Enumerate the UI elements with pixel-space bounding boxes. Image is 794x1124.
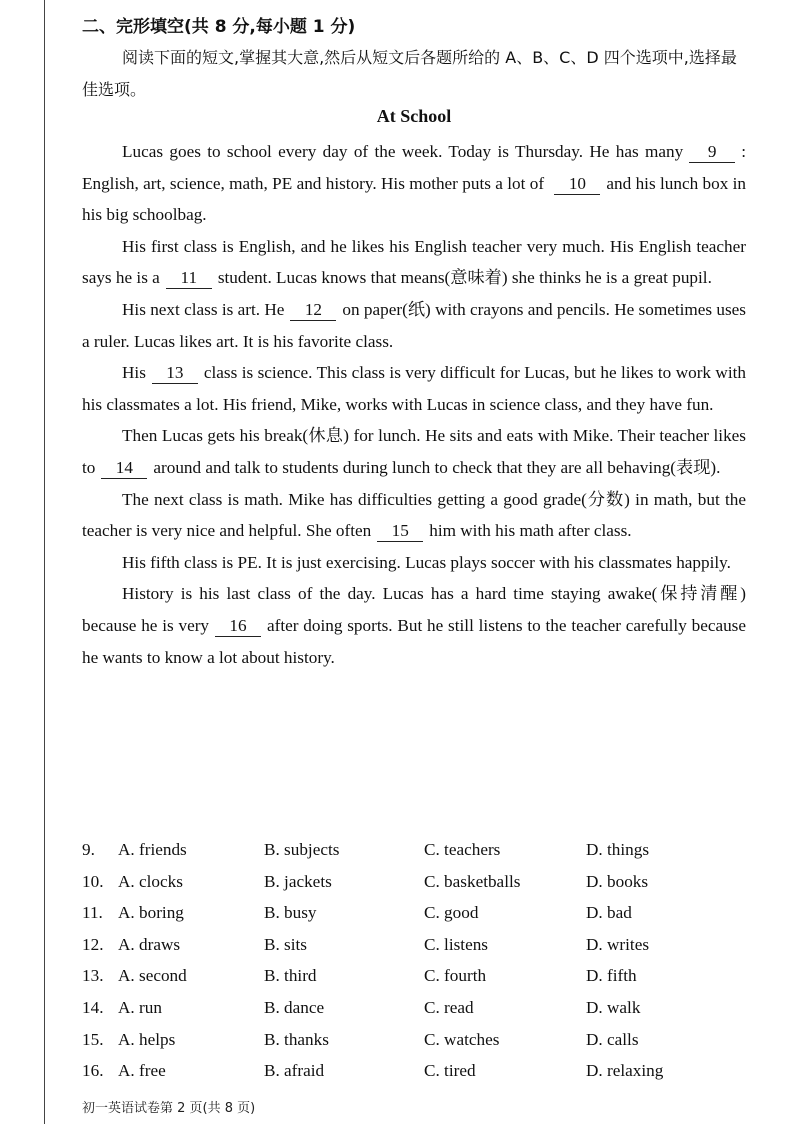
paragraph-text: and his lunch box in his big schoolbag.: [82, 173, 747, 225]
option-b: B. subjects: [264, 840, 340, 859]
option-d: D. books: [586, 871, 649, 891]
paragraph-text: class is science. This class is very difficult for Lucas, but he likes to work with his classmates a lot. His friend, Mike, works with Lucas in science class, and they have fun.: [82, 363, 746, 414]
question-number: 9.: [82, 840, 95, 859]
paragraph-1: [82, 136, 746, 231]
paragraph-text: History is his last class of the day. Lucas has a hard time staying awake(保持清醒) because he is very: [82, 584, 746, 635]
option-b: B. dance: [264, 997, 325, 1017]
blank-9: 9: [689, 142, 735, 163]
blank-11: 11: [166, 268, 212, 289]
question-number: 11.: [82, 903, 103, 923]
option-a: A. helps: [118, 1029, 176, 1049]
question-number: 15.: [82, 1029, 104, 1049]
passage: [82, 136, 746, 673]
option-d: D. relaxing: [586, 1061, 664, 1081]
question-number: 10.: [82, 871, 104, 891]
question-row: [82, 1024, 746, 1056]
option-c: C. basketballs: [424, 871, 521, 891]
option-d: D. fifth: [586, 966, 637, 986]
question-row: [82, 897, 746, 929]
question-row: [82, 1055, 746, 1087]
section-instruction: 阅读下面的短文,掌握其大意,然后从短文后各题所给的 A、B、C、D 四个选项中,选择最佳选项。: [82, 48, 737, 99]
blank-12: 12: [290, 300, 336, 321]
option-a: A. clocks: [118, 871, 183, 891]
option-b: B. third: [264, 966, 317, 986]
question-row: [82, 960, 746, 992]
option-c: C. teachers: [424, 840, 501, 859]
question-number: 13.: [82, 966, 104, 986]
option-a: A. friends: [118, 840, 187, 859]
option-a: A. second: [118, 966, 187, 986]
blank-14: 14: [101, 458, 147, 479]
paragraph-text: him with his math after class.: [429, 521, 632, 541]
question-number: 14.: [82, 997, 104, 1017]
option-c: C. good: [424, 903, 479, 923]
paragraph-text: His: [122, 363, 146, 383]
paragraph-text: after doing sports. But he still listens to the teacher carefully because he wants to know a lot about history.: [82, 615, 746, 667]
page-footer: 初一英语试卷第 2 页(共 8 页): [82, 1101, 256, 1116]
paragraph-text: His first class is English, and he likes his English teacher very much. His English teacher says he is a: [82, 236, 746, 288]
blank-16: 16: [215, 616, 261, 637]
paragraph-text: around and talk to students during lunch to check that they are all behaving(表现).: [153, 457, 721, 477]
answer-options: [82, 834, 746, 1087]
option-b: B. afraid: [264, 1061, 325, 1081]
paragraph-7: [82, 547, 746, 579]
blank-15: 15: [377, 521, 423, 542]
option-a: A. boring: [118, 903, 184, 923]
paragraph-8: [82, 578, 746, 673]
question-row: [82, 929, 746, 961]
option-d: D. walk: [586, 997, 641, 1017]
question-row: [82, 834, 746, 866]
question-number: 12.: [82, 934, 104, 954]
paragraph-text: on paper(纸) with crayons and pencils. He sometimes uses a ruler. Lucas likes art. It is his favorite class.: [82, 299, 746, 351]
option-b: B. thanks: [264, 1029, 329, 1049]
option-c: C. fourth: [424, 966, 487, 986]
option-d: D. things: [586, 840, 650, 859]
option-a: A. free: [118, 1061, 166, 1081]
paragraph-text: student. Lucas knows that means(意味着) she thinks he is a great pupil.: [217, 268, 712, 288]
option-a: A. run: [118, 997, 162, 1017]
paragraph-3: [82, 294, 746, 357]
paragraph-4: [82, 357, 746, 420]
binding-margin-line: [44, 0, 45, 1124]
section-title: 二、完形填空(共 8 分,每小题 1 分): [82, 17, 356, 37]
option-a: A. draws: [118, 934, 181, 954]
paragraph-text: Then Lucas gets his break(休息) for lunch. He sits and eats with Mike. Their teacher likes to: [82, 426, 746, 477]
option-d: D. writes: [586, 934, 650, 954]
option-d: D. calls: [586, 1029, 639, 1049]
option-c: C. watches: [424, 1029, 500, 1049]
paragraph-text: The next class is math. Mike has difficulties getting a good grade(分数) in math, but the teacher is very nice and helpful. She often: [82, 489, 746, 541]
blank-10: 10: [554, 174, 600, 195]
blank-13: 13: [152, 363, 198, 384]
paragraph-text: His next class is art. He: [122, 299, 285, 319]
paragraph-6: [82, 484, 746, 547]
option-c: C. tired: [424, 1061, 476, 1081]
option-c: C. listens: [424, 934, 488, 954]
question-row: [82, 992, 746, 1024]
option-c: C. read: [424, 997, 474, 1017]
paragraph-2: [82, 231, 746, 294]
option-d: D. bad: [586, 903, 632, 923]
paragraph-text: His fifth class is PE. It is just exercising. Lucas plays soccer with his classmates happily.: [122, 552, 731, 572]
paragraph-5: [82, 420, 746, 483]
option-b: B. jackets: [264, 871, 332, 891]
paragraph-text: : English, art, science, math, PE and history. His mother puts a lot of: [82, 142, 746, 193]
paragraph-text: Lucas goes to school every day of the week. Today is Thursday. He has many: [122, 142, 684, 161]
question-row: [82, 866, 746, 898]
passage-title: At School: [376, 106, 452, 126]
option-b: B. sits: [264, 934, 307, 954]
option-b: B. busy: [264, 903, 317, 923]
question-number: 16.: [82, 1061, 104, 1081]
